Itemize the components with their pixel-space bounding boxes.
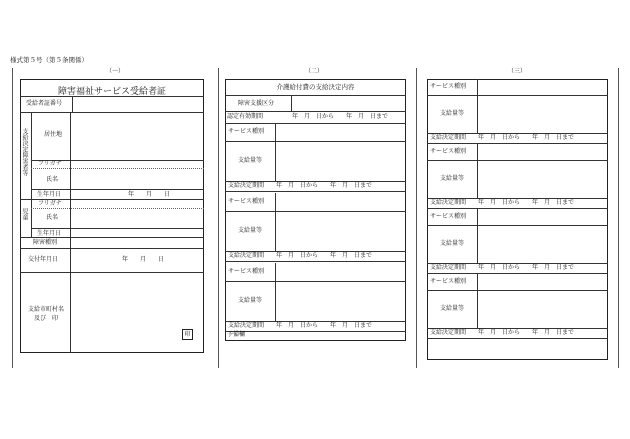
name-label: 氏名 [46,176,59,183]
birthdate-label: 生年月日 [37,191,62,198]
service-type-label: サービス種別 [228,268,265,275]
decision-period-value: 年 月 日から 年 月 日まで [478,199,575,206]
amount-label: 支給量等 [439,240,464,247]
support-category-label: 障害支援区分 [238,100,275,107]
sheet-divider-1 [218,68,220,368]
certification-period-label: 認定有効期間 [227,113,264,120]
amount-label: 支給量等 [439,305,464,312]
notes-label: 予備欄 [227,331,246,338]
amount-label: 支給量等 [237,297,262,304]
recipient-number-label: 受給者証番号 [26,100,63,107]
decision-period-value: 年 月 日から 年 月 日まで [478,134,575,141]
decision-period-label: 支給決定期間 [228,182,265,189]
amount-label: 支給量等 [237,157,262,164]
sheet-divider-2 [416,68,418,368]
amount-label: 支給量等 [237,227,262,234]
applicant-vertical-label: 支給決定障害者等 [21,128,28,176]
decision-period-label: 支給決定期間 [228,322,265,329]
decision-period-value: 年 月 日から 年 月 日まで [478,329,575,336]
municipality-label-line2: 及び 印 [33,315,58,322]
service-type-label: サービス種別 [430,213,467,220]
certification-period-value: 年 月 日から 年 月 日まで [292,113,389,120]
child-vertical-label: 児童 [21,208,28,220]
address-label: 居住地 [44,131,63,138]
decision-period-value: 年 月 日から 年 月 日まで [276,322,373,329]
decision-period-label: 支給決定期間 [430,329,467,336]
panel2-title: 介護給付費の支給決定内容 [276,83,355,91]
issue-date-value: 年 月 日 [122,256,165,263]
panel1-title: 障害福祉サービス受給者証 [57,87,166,97]
service-type-label: サービス種別 [430,148,467,155]
birthdate-value: 年 月 日 [128,191,171,198]
decision-period-value: 年 月 日から 年 月 日まで [276,252,373,259]
sheet-border-left [12,68,14,368]
child-furigana-label: フリガナ [38,200,62,207]
decision-period-label: 支給決定期間 [430,199,467,206]
amount-label: 支給量等 [439,175,464,182]
panel1-heading: （一） [105,68,124,75]
issue-date-label: 交付年月日 [28,256,59,263]
decision-period-label: 支給決定期間 [228,252,265,259]
service-type-label: サービス種別 [228,128,265,135]
decision-period-value: 年 月 日から 年 月 日まで [478,264,575,271]
form-number: 様式第５号（第５条関係） [10,56,88,64]
seal-stamp-box: 印 [182,329,193,340]
decision-period-label: 支給決定期間 [430,134,467,141]
panel2-heading: （二） [304,68,323,75]
amount-label: 支給量等 [439,110,464,117]
service-type-label: サービス種別 [430,83,467,90]
decision-period-value: 年 月 日から 年 月 日まで [276,182,373,189]
decision-period-label: 支給決定期間 [430,264,467,271]
child-name-label: 氏名 [46,214,59,221]
service-type-label: サービス種別 [430,278,467,285]
service-type-label: サービス種別 [228,198,265,205]
furigana-label: フリガナ [38,160,62,167]
municipality-label-line1: 支給市町村名 [27,306,64,313]
child-birthdate-label: 生年月日 [37,230,62,237]
panel3-heading: （三） [507,68,526,75]
sheet-border-right [618,68,620,368]
disability-type-label: 障害種別 [33,239,58,246]
